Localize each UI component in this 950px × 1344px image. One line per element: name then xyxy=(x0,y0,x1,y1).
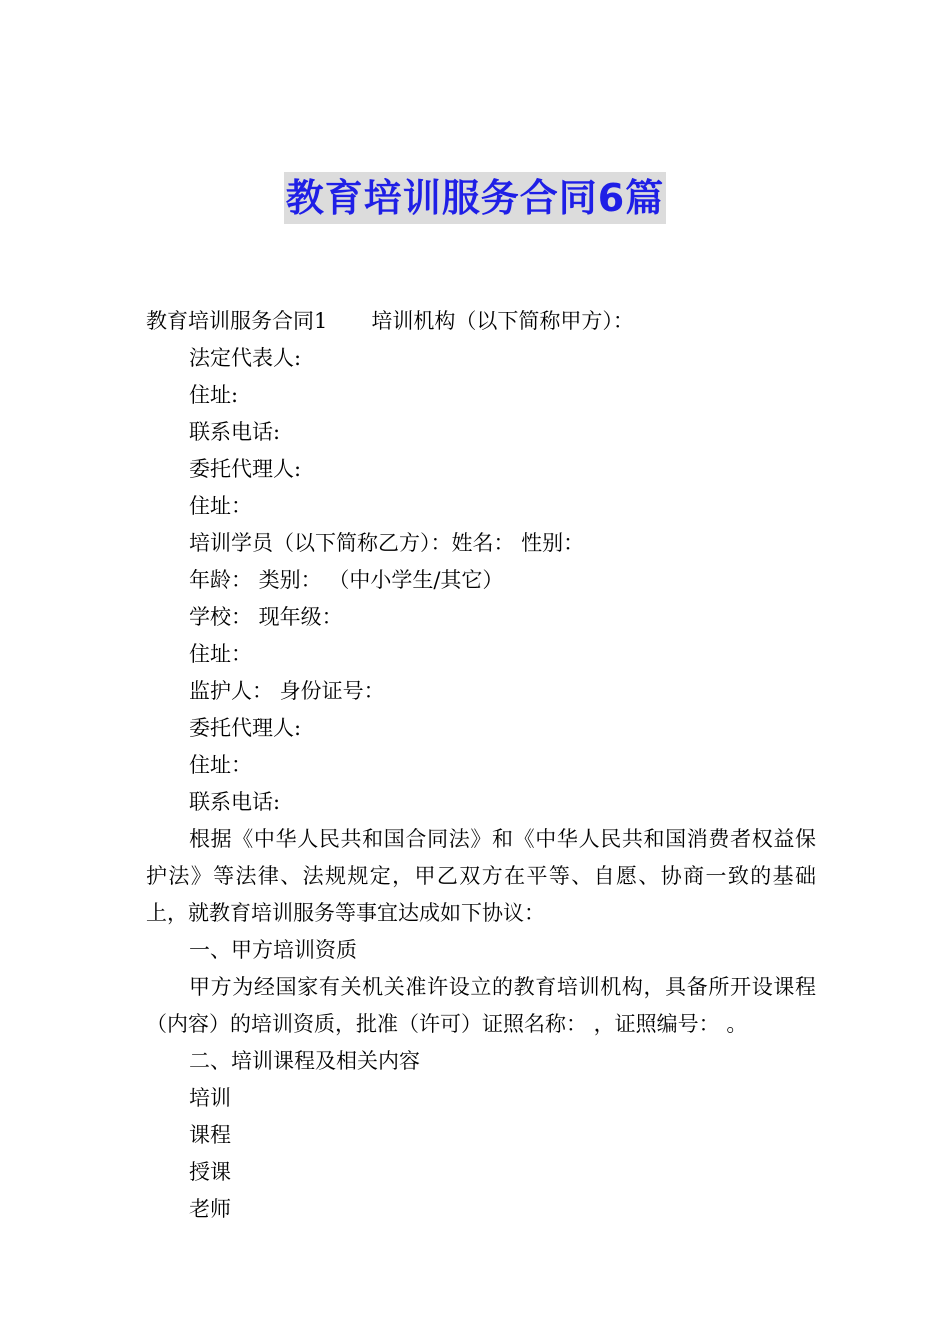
field-address: 住址： xyxy=(189,642,252,666)
title-container xyxy=(0,172,950,224)
section2-heading: 二、培训课程及相关内容 xyxy=(189,1049,420,1073)
field-address: 住址: xyxy=(189,383,239,407)
section2-item: 培训 xyxy=(189,1086,231,1110)
contract-body xyxy=(146,303,816,1228)
field-agent: 委托代理人: xyxy=(189,716,302,740)
party-a-label: 培训机构（以下简称甲方）： xyxy=(371,309,634,333)
section1-paragraph: 甲方为经国家有关机关准许设立的教育培训机构，具备所开设课程（内容）的培训资质，批准（许可）证照名称： ，证照编号： 。 xyxy=(146,975,816,1036)
contract-heading: 教育培训服务合同1 xyxy=(146,309,328,333)
field-address: 住址： xyxy=(189,494,252,518)
field-agent: 委托代理人: xyxy=(189,457,302,481)
field-school-grade: 学校： 现年级： xyxy=(189,605,343,629)
field-guardian-id: 监护人： 身份证号： xyxy=(189,679,385,703)
preamble-paragraph: 根据《中华人民共和国合同法》和《中华人民共和国消费者权益保护法》等法律、法规规定，甲乙双方在平等、自愿、协商一致的基础上，就教育培训服务等事宜达成如下协议： xyxy=(146,827,816,925)
section1-heading: 一、甲方培训资质 xyxy=(189,938,357,962)
first-line xyxy=(146,303,816,340)
field-phone: 联系电话: xyxy=(189,790,281,814)
field-legal-representative: 法定代表人: xyxy=(189,346,302,370)
field-age-category: 年龄： 类别： （中小学生/其它） xyxy=(189,568,504,592)
field-phone: 联系电话: xyxy=(189,420,281,444)
section2-item: 授课 xyxy=(189,1160,231,1184)
section2-item: 课程 xyxy=(189,1123,231,1147)
field-trainee: 培训学员（以下简称乙方）：姓名： 性别： xyxy=(189,531,585,555)
field-address: 住址： xyxy=(189,753,252,777)
section2-item: 老师 xyxy=(189,1197,231,1221)
document-title: 教育培训服务合同6篇 xyxy=(284,172,666,224)
